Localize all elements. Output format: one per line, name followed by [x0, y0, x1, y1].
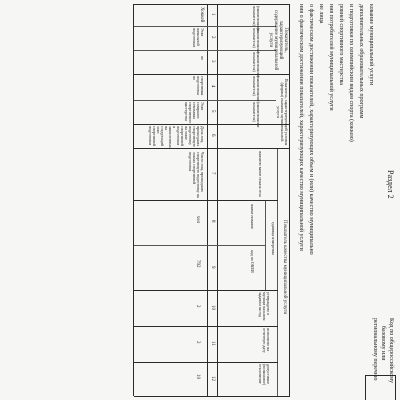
cell-unit: чел [195, 216, 200, 224]
col-divider [134, 290, 278, 291]
col-divider [134, 245, 266, 246]
col-number: 5 [210, 110, 215, 113]
table-left-border [134, 4, 290, 5]
header-line: ровней спортивного мастерства [338, 4, 344, 85]
cell-c4: спортивная подготовка по [192, 76, 205, 96]
table-right-border [134, 396, 290, 397]
cell-approved: 2 [195, 305, 200, 308]
subheader-naim-2: (наименование показателя) [252, 28, 261, 54]
col-number: 1 [210, 13, 215, 16]
cell-okei: 792 [195, 260, 200, 268]
code-box-top [395, 375, 396, 400]
subheader-naim-5: (наименование показателя) [252, 102, 261, 128]
cell-executed: 2 [195, 341, 200, 344]
cell-c3: по [200, 56, 205, 61]
col-divider [134, 326, 278, 327]
subheader-naim-4: (наименование показателя) [252, 76, 261, 102]
header-indicator-condition: Показатель, характеризующий условия (формы) оказания муниципальной услуги [276, 78, 289, 146]
col-number: 8 [210, 220, 215, 223]
col-number: 9 [210, 266, 215, 269]
subheader-executed: исполнено на отчетную дату [262, 328, 271, 353]
col-number: 2 [210, 36, 215, 39]
subheader-unit-measure: единица измерения [271, 222, 276, 255]
subheader-indicator-name: наимено вание показа теля [258, 151, 263, 197]
cell-deviation: 10 [195, 374, 200, 379]
section-title: Раздел 2 [386, 170, 395, 199]
header-line: и подготовки по олимпийским видам спорта (хоккею) [348, 4, 354, 142]
subheader-naim-1: (наименование показателя) [252, 6, 261, 32]
header-line: ие лица [318, 4, 324, 24]
header-line: о фактическом достижении показателей, характеризующих объем и (или) качество муниципально [308, 4, 314, 255]
header-quality: Показатель качества муниципальной услуги [282, 220, 287, 315]
code-box-left [366, 375, 396, 376]
header-line: ния потребителей муниципальной услуги [328, 4, 334, 111]
subheader-unit-okei: код по ОКЕИ [250, 250, 255, 273]
cell-stage: Этап начальной подготовки [192, 28, 205, 48]
col-number: 10 [210, 305, 215, 310]
col-divider [134, 362, 278, 363]
code-box-bottom [365, 375, 366, 400]
cell-sport: Хоккей [199, 7, 204, 23]
code-label-line3: региональному перечню [372, 318, 378, 381]
col-number: 12 [210, 376, 215, 381]
subheader-unit-name: наиме нование [250, 204, 255, 230]
cell-indicator: Число лиц, прошедших спортивную подготовку на этапах спортивной подготовки [188, 152, 205, 198]
col-divider [134, 74, 290, 75]
cell-c5: Этап совершен ствования спортивного мастерства [184, 102, 205, 124]
col-divider [134, 50, 276, 51]
col-divider [134, 124, 290, 125]
table-top-border [289, 4, 290, 396]
col-number: 6 [210, 134, 215, 137]
col-number: 7 [210, 172, 215, 175]
code-label-line1: Код по общероссийскому [388, 318, 394, 383]
header-line: кование муниципальной услуги [368, 4, 374, 86]
col-number: 4 [210, 85, 215, 88]
header-line: ния о фактическом достижении показателей, характеризующих качество муниципальной услуги [298, 4, 304, 251]
col-divider [134, 200, 278, 201]
subheader-approved: утверждено в муници пальном задании на год [258, 292, 271, 321]
col-number: 3 [210, 60, 215, 63]
col-divider [134, 26, 276, 27]
header-indicator-content: Показатель, характеризующий содержание муниципальной услуги [268, 9, 288, 71]
col-divider [134, 100, 276, 101]
header-line: дополнительных образовательных программ [358, 4, 364, 119]
table-subheader-line [277, 148, 278, 396]
subheader-deviation: допустимое (возможное) отклонение [258, 364, 271, 386]
subheader-naim-3: (наименование показателя) [252, 52, 261, 78]
col-number: 11 [210, 341, 215, 346]
cell-c6: Доля лиц, прошедших спортивную подготовку на этапе спортивной подготовки и зачисленных на следующий этап спортивной подготовки [148, 126, 205, 148]
code-label-line2: базовому или [380, 326, 386, 361]
col-divider [134, 148, 290, 149]
